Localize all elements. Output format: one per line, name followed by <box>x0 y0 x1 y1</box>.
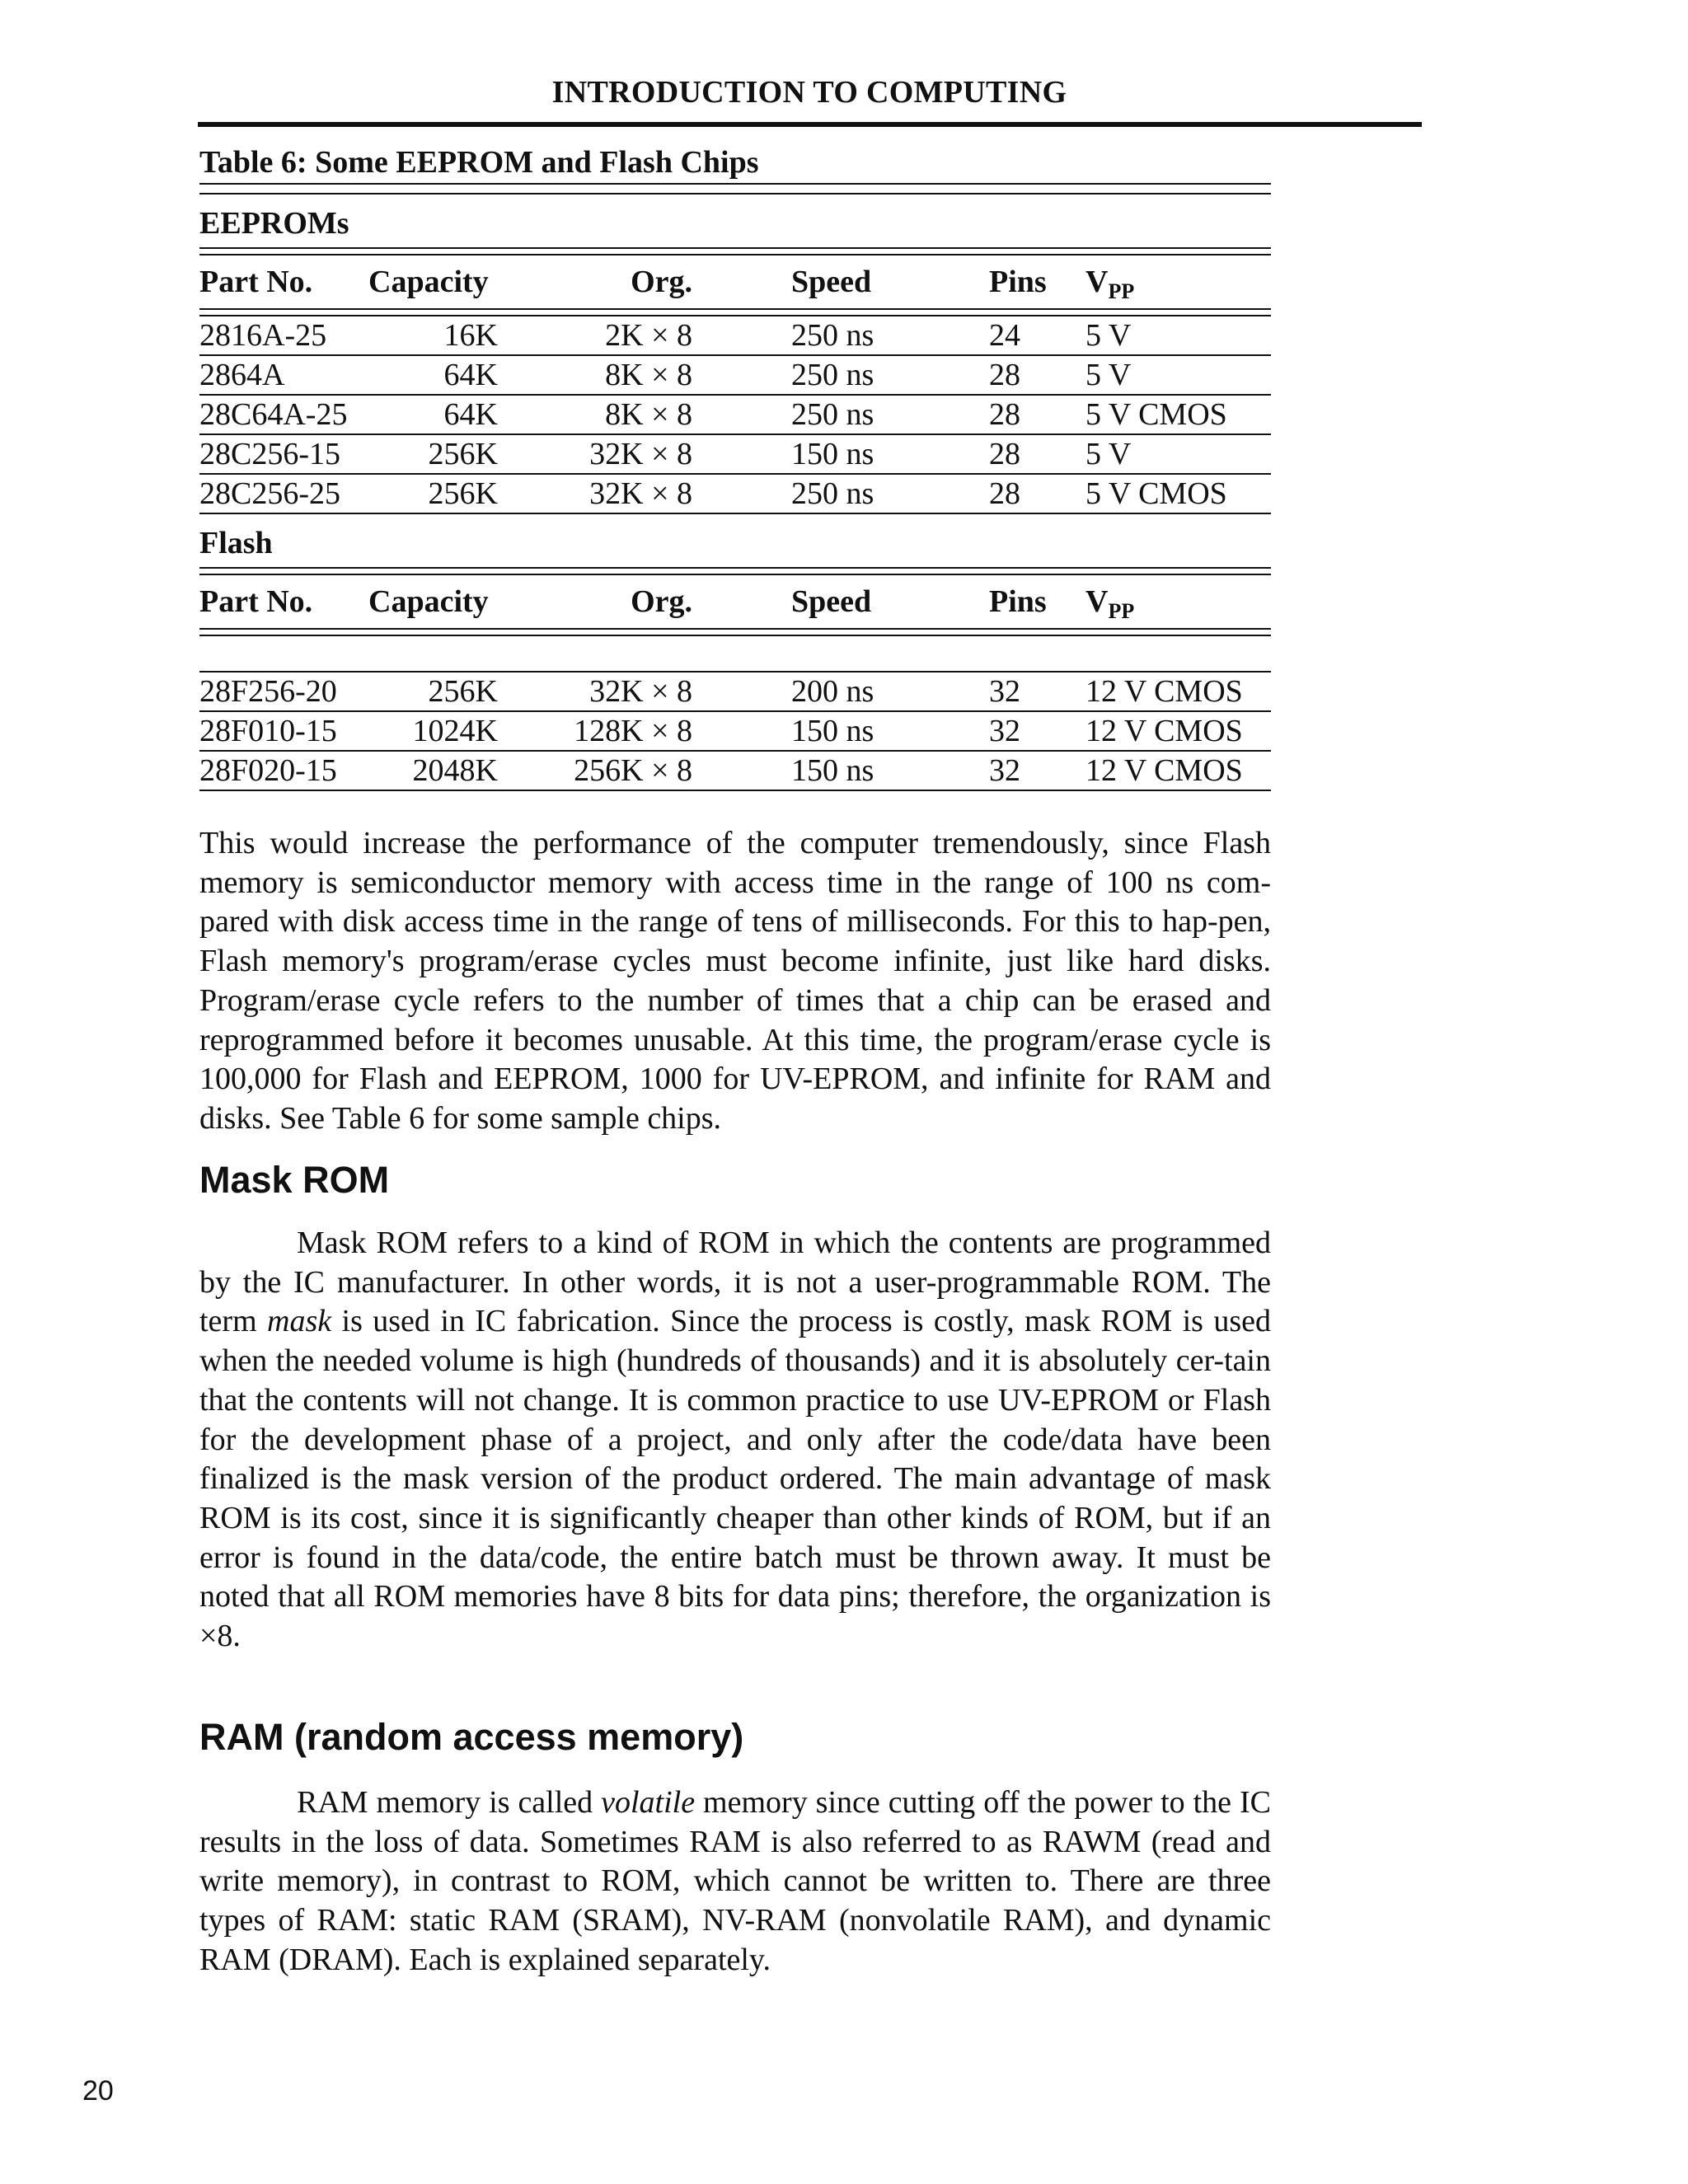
org-cell: 8K × 8 <box>605 397 692 432</box>
col-header-speed: Speed <box>791 584 872 619</box>
part-no-cell: 28C64A-25 <box>199 397 348 432</box>
vpp-label: V <box>1085 265 1109 299</box>
paragraph-mask-rom <box>199 1224 1271 1657</box>
capacity-cell: 1024K <box>412 714 498 748</box>
eeprom-table-row <box>199 316 1271 356</box>
eeprom-header-row <box>199 255 1271 308</box>
mask-rom-text-start: Mask ROM refers to a kind of ROM in which the contents are programmed by the IC manufacturer. In other words, it is not a user-programmable ROM. The term <box>199 1226 1271 1339</box>
vpp-cell: 5 V <box>1085 358 1132 392</box>
header-rule <box>198 122 1422 127</box>
org-cell: 128K × 8 <box>574 714 692 748</box>
capacity-cell: 64K <box>443 358 498 392</box>
org-cell: 256K × 8 <box>574 753 692 788</box>
heading-ram: RAM (random access memory) <box>199 1716 744 1758</box>
table-caption: Table 6: Some EEPROM and Flash Chips <box>199 142 1271 185</box>
table-rule <box>199 188 1271 194</box>
vpp-label: V <box>1085 584 1109 619</box>
vpp-cell: 5 V <box>1085 318 1132 353</box>
chip-table <box>199 142 1271 791</box>
eeprom-rows <box>199 316 1271 514</box>
capacity-cell: 64K <box>443 397 498 432</box>
vpp-cell: 12 V CMOS <box>1085 714 1243 748</box>
eeprom-section-title: EEPROMs <box>199 206 349 241</box>
part-no-cell: 28F256-20 <box>199 674 337 709</box>
eeprom-table-row <box>199 435 1271 475</box>
capacity-cell: 2048K <box>412 753 498 788</box>
org-cell: 32K × 8 <box>589 674 692 709</box>
speed-cell: 250 ns <box>791 318 874 353</box>
vpp-cell: 5 V CMOS <box>1085 397 1227 432</box>
eeprom-table-row <box>199 356 1271 396</box>
table-rule <box>199 247 1271 255</box>
flash-header-row <box>199 575 1271 628</box>
part-no-cell: 28F010-15 <box>199 714 337 748</box>
part-no-cell: 2864A <box>199 358 285 392</box>
vpp-cell: 5 V <box>1085 437 1132 471</box>
speed-cell: 150 ns <box>791 714 874 748</box>
vpp-subscript: PP <box>1108 279 1135 303</box>
org-cell: 2K × 8 <box>605 318 692 353</box>
pins-cell: 28 <box>989 437 1020 471</box>
eeprom-table-row <box>199 475 1271 514</box>
col-header-pins: Pins <box>989 584 1047 619</box>
col-header-vpp <box>1085 255 1134 318</box>
col-header-org: Org. <box>631 584 692 619</box>
pins-cell: 32 <box>989 714 1020 748</box>
running-head: INTRODUCTION TO COMPUTING <box>551 75 1067 110</box>
col-header-vpp <box>1085 575 1134 638</box>
paragraph-ram <box>199 1783 1271 1980</box>
pins-cell: 24 <box>989 318 1020 353</box>
speed-cell: 250 ns <box>791 397 874 432</box>
ram-text-start: RAM memory is called <box>297 1785 602 1820</box>
capacity-cell: 256K <box>428 476 498 511</box>
mask-term: mask <box>267 1304 332 1339</box>
vpp-cell: 12 V CMOS <box>1085 753 1243 788</box>
part-no-cell: 28C256-25 <box>199 476 340 511</box>
vpp-cell: 5 V CMOS <box>1085 476 1227 511</box>
part-no-cell: 28C256-15 <box>199 437 340 471</box>
col-header-pins: Pins <box>989 265 1047 299</box>
page-number: 20 <box>82 2075 114 2107</box>
col-header-org: Org. <box>631 265 692 299</box>
paragraph-flash-performance: This would increase the performance of the computer tremendously, since Flash memory is semiconductor memory with access time in the range of 100 ns com-pared with disk access time in the range of tens of milliseconds. For this to hap-pen, Flash memory's program/erase cycles must become infinite, just like hard disks. Program/erase cycle refers to the number of times that a chip can be erased and reprogrammed before it becomes unusable. At this time, the program/erase cycle is 100,000 for Flash and EEPROM, 1000 for UV-EPROM, and infinite for RAM and disks. See Table 6 for some sample chips. <box>199 826 1271 1136</box>
speed-cell: 150 ns <box>791 437 874 471</box>
mask-rom-text-end: is used in IC fabrication. Since the process is costly, mask ROM is used when the needed volume is high (hundreds of thousands) and it is absolutely cer-tain that the contents will not change. It is common practice to use UV-EPROM or Flash for the development phase of a project, and only after the code/data have been finalized is the mask version of the product ordered. The main advantage of mask ROM is its cost, since it is significantly cheaper than other kinds of ROM, but if an error is found in the data/code, the entire batch must be thrown away. It must be noted that all ROM memories have 8 bits for data pins; therefore, the organization is ×8. <box>199 1304 1271 1654</box>
org-cell: 32K × 8 <box>589 437 692 471</box>
col-header-part: Part No. <box>199 584 313 619</box>
vpp-subscript: PP <box>1108 599 1135 623</box>
ram-text-end: memory since cutting off the power to the IC results in the loss of data. Sometimes RAM is also referred to as RAWM (read and write memory), in contrast to ROM, which cannot be written to. There are three types of RAM: static RAM (SRAM), NV-RAM (nonvolatile RAM), and dynamic RAM (DRAM). Each is explained separately. <box>199 1785 1271 1977</box>
col-header-speed: Speed <box>791 265 872 299</box>
flash-table-row <box>199 673 1271 712</box>
part-no-cell: 28F020-15 <box>199 753 337 788</box>
org-cell: 32K × 8 <box>589 476 692 511</box>
pins-cell: 28 <box>989 397 1020 432</box>
flash-table-row <box>199 752 1271 791</box>
flash-rows <box>199 673 1271 791</box>
pins-cell: 32 <box>989 753 1020 788</box>
flash-section-title: Flash <box>199 526 273 560</box>
pins-cell: 28 <box>989 476 1020 511</box>
capacity-cell: 256K <box>428 674 498 709</box>
capacity-cell: 256K <box>428 437 498 471</box>
col-header-capacity: Capacity <box>368 265 489 299</box>
speed-cell: 250 ns <box>791 358 874 392</box>
capacity-cell: 16K <box>443 318 498 353</box>
pins-cell: 28 <box>989 358 1020 392</box>
vpp-cell: 12 V CMOS <box>1085 674 1243 709</box>
pins-cell: 32 <box>989 674 1020 709</box>
org-cell: 8K × 8 <box>605 358 692 392</box>
col-header-capacity: Capacity <box>368 584 489 619</box>
heading-mask-rom: Mask ROM <box>199 1159 390 1201</box>
speed-cell: 150 ns <box>791 753 874 788</box>
table-rule <box>199 567 1271 575</box>
table-spacer-row <box>199 636 1271 673</box>
eeprom-table-row <box>199 396 1271 435</box>
volatile-term: volatile <box>601 1785 696 1820</box>
part-no-cell: 2816A-25 <box>199 318 327 353</box>
speed-cell: 200 ns <box>791 674 874 709</box>
col-header-part: Part No. <box>199 265 313 299</box>
flash-table-row <box>199 712 1271 752</box>
speed-cell: 250 ns <box>791 476 874 511</box>
